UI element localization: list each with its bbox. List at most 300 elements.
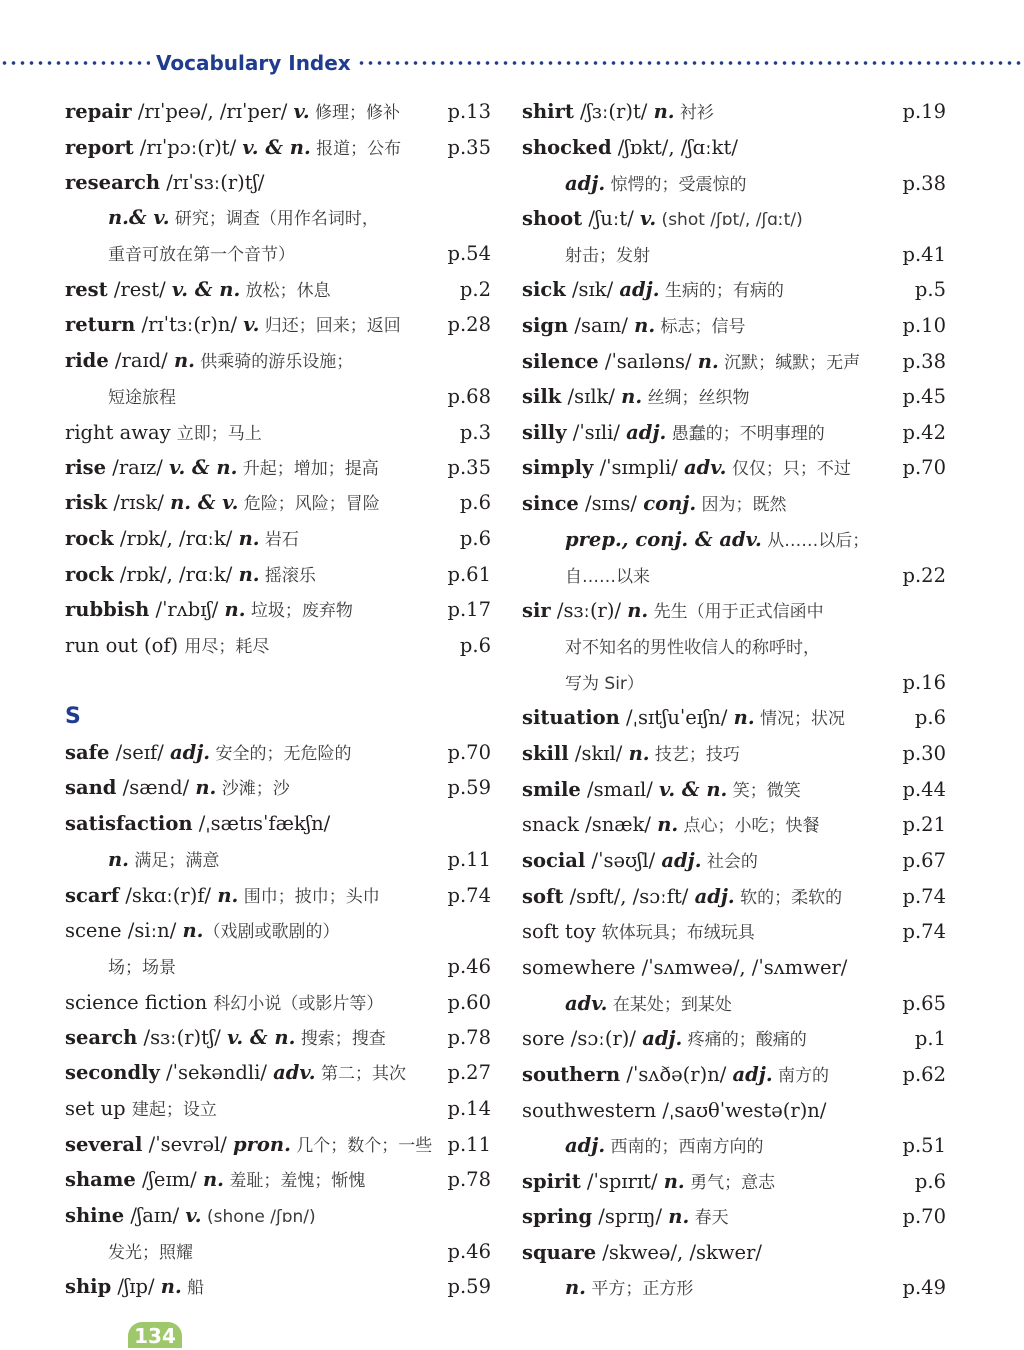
definition: 供乘骑的游乐设施； <box>194 352 354 372</box>
index-entry-line <box>108 239 491 269</box>
phonetic: /raɪz/ <box>106 456 170 479</box>
phonetic: /skɪl/ <box>568 742 629 765</box>
phonetic: /ˈspɪrɪt/ <box>580 1170 664 1193</box>
phonetic: /sɪk/ <box>565 278 620 301</box>
headword: simply <box>522 456 594 479</box>
index-entry-line <box>522 739 946 769</box>
page-ref: p.21 <box>902 813 946 836</box>
index-entry-line <box>65 488 491 518</box>
page-ref: p.41 <box>902 243 946 266</box>
page-ref: p.1 <box>914 1027 946 1050</box>
part-of-speech: adv. <box>565 992 608 1015</box>
page-ref: p.19 <box>902 100 946 123</box>
part-of-speech: n.& v. <box>108 206 170 229</box>
phonetic: /ˈsevrəl/ <box>142 1133 234 1156</box>
headword: ride <box>65 349 109 372</box>
phonetic: /rɒk/, /rɑːk/ <box>113 527 239 550</box>
definition: 升起；增加；提高 <box>237 459 379 479</box>
page-ref: p.6 <box>459 634 491 657</box>
headword: repair <box>65 100 132 123</box>
part-of-speech: n. <box>182 919 204 942</box>
definition: 惊愕的；受震惊的 <box>605 175 747 195</box>
headword: risk <box>65 491 108 514</box>
definition: 摇滚乐 <box>259 566 316 586</box>
index-entry-line <box>522 382 946 412</box>
phonetic: /sprɪŋ/ <box>592 1205 669 1228</box>
page-ref: p.45 <box>902 385 946 408</box>
part-of-speech: n. & v. <box>170 491 239 514</box>
part-of-speech: v. & n. <box>658 778 728 801</box>
page-number-badge: 134 <box>128 1322 182 1348</box>
part-of-speech: n. <box>173 349 195 372</box>
definition: 射击；发射 <box>565 246 650 266</box>
phonetic: /seɪf/ <box>109 741 170 764</box>
phonetic: /ʃɜː(r)t/ <box>573 100 654 123</box>
phonetic: /ˈsaɪləns/ <box>598 350 698 373</box>
phonetic: /rest/ <box>107 278 172 301</box>
definition: 报道；公布 <box>310 139 402 159</box>
page-ref: p.6 <box>459 527 491 550</box>
index-entry-line <box>65 97 491 127</box>
index-entry-line <box>522 489 946 519</box>
part-of-speech: v. & n. <box>169 456 238 479</box>
part-of-speech: v. <box>639 207 657 230</box>
definition: (shone /ʃɒn/) <box>201 1207 316 1227</box>
index-entry-line <box>108 382 491 412</box>
index-entry-line <box>65 168 491 198</box>
index-entry-line <box>65 1023 491 1053</box>
page-ref: p.27 <box>447 1061 491 1084</box>
index-entry-line <box>565 561 946 591</box>
headword: shirt <box>522 100 574 123</box>
phonetic: set up <box>65 1097 132 1120</box>
part-of-speech: adv. <box>684 456 727 479</box>
headword: secondly <box>65 1061 160 1084</box>
index-entry-line <box>522 917 946 947</box>
headword: shoot <box>522 207 583 230</box>
headword: return <box>65 313 136 336</box>
part-of-speech: prep., conj. & adv. <box>565 528 762 551</box>
index-entry-line <box>565 240 946 270</box>
phonetic: /ʃɪp/ <box>111 1275 161 1298</box>
part-of-speech: adj. <box>694 885 735 908</box>
phonetic: /rɪˈtɜː(r)n/ <box>135 313 244 336</box>
part-of-speech: n. <box>628 742 650 765</box>
part-of-speech: adj. <box>732 1063 773 1086</box>
headword: sick <box>522 278 566 301</box>
page-ref: p.59 <box>447 1275 491 1298</box>
headword: soft <box>522 885 564 908</box>
part-of-speech: n. <box>653 100 675 123</box>
definition: 疼痛的；酸痛的 <box>682 1030 807 1050</box>
page-ref: p.70 <box>902 456 946 479</box>
headword: rise <box>65 456 107 479</box>
headword: ship <box>65 1275 112 1298</box>
index-entry-line <box>65 275 491 305</box>
page-ref: p.70 <box>447 741 491 764</box>
headword: shocked <box>522 136 612 159</box>
definition: 情况；状况 <box>754 709 846 729</box>
part-of-speech: adj. <box>565 1134 606 1157</box>
headword: rock <box>65 527 114 550</box>
headword: research <box>65 171 161 194</box>
page-ref: p.35 <box>447 456 491 479</box>
definition: （戏剧或歌剧的） <box>203 922 340 942</box>
page-ref: p.16 <box>902 671 946 694</box>
headword: satisfaction <box>65 812 193 835</box>
definition: 搜索；搜查 <box>295 1029 386 1049</box>
part-of-speech: n. <box>217 884 239 907</box>
page-ref: p.68 <box>447 385 491 408</box>
phonetic: somewhere /ˈsʌmweə/, /ˈsʌmwer/ <box>522 956 848 979</box>
phonetic: soft toy <box>522 920 602 943</box>
phonetic: science fiction <box>65 991 214 1014</box>
definition: 自……以来 <box>565 567 650 587</box>
index-entry-line <box>65 916 491 946</box>
index-entry-line <box>65 1201 491 1231</box>
definition: 羞耻；羞愧；惭愧 <box>223 1171 366 1191</box>
page-ref: p.78 <box>447 1026 491 1049</box>
part-of-speech: n. <box>627 599 649 622</box>
page-ref: p.62 <box>902 1063 946 1086</box>
part-of-speech: v. <box>243 313 260 336</box>
definition: 因为；既然 <box>696 495 787 515</box>
phonetic: /rɪˈpɔː(r)t/ <box>133 136 243 159</box>
page-ref: p.38 <box>902 350 946 373</box>
definition: 修理；修补 <box>309 103 401 123</box>
header-dotted-rule-right <box>357 61 1024 65</box>
phonetic: run out (of) <box>65 634 185 657</box>
phonetic: /ʃaɪn/ <box>124 1204 186 1227</box>
definition: 先生（用于正式信函中 <box>648 602 824 622</box>
headword: square <box>522 1241 597 1264</box>
part-of-speech: v. & n. <box>171 278 241 301</box>
part-of-speech: n. <box>195 776 217 799</box>
page-ref: p.6 <box>914 1170 946 1193</box>
page-ref: p.42 <box>902 421 946 444</box>
page-ref: p.35 <box>447 136 491 159</box>
phonetic: /ʃuːt/ <box>582 207 640 230</box>
index-entry-line <box>522 882 946 912</box>
phonetic: /rɪsk/ <box>107 491 171 514</box>
page-ref: p.78 <box>447 1168 491 1191</box>
index-entry-line <box>65 560 491 590</box>
page-ref: p.46 <box>447 1240 491 1263</box>
page-ref: p.74 <box>902 920 946 943</box>
part-of-speech: adj. <box>626 421 667 444</box>
part-of-speech: adj. <box>642 1027 683 1050</box>
index-entry-line <box>108 1237 491 1267</box>
phonetic: /skɑː(r)f/ <box>119 884 218 907</box>
page-ref: p.13 <box>447 100 491 123</box>
index-entry-line <box>522 347 946 377</box>
headword: shame <box>65 1168 136 1191</box>
index-entry-line <box>522 846 946 876</box>
part-of-speech: n. <box>202 1168 224 1191</box>
index-entry-line <box>65 595 491 625</box>
definition: 围巾；披巾；头巾 <box>238 887 380 907</box>
headword: silly <box>522 421 567 444</box>
index-entry-line <box>522 275 946 305</box>
phonetic: /skweə/, /skwer/ <box>596 1241 762 1264</box>
part-of-speech: adv. <box>273 1061 316 1084</box>
index-entry-line <box>65 310 491 340</box>
index-entry-line <box>522 204 946 234</box>
index-entry-line <box>522 1167 946 1197</box>
headword: silk <box>522 385 562 408</box>
definition: 满足；满意 <box>128 851 220 871</box>
phonetic: /ʃeɪm/ <box>135 1168 203 1191</box>
phonetic: /ˈsəʊʃl/ <box>585 849 662 872</box>
index-entry-line <box>565 525 946 555</box>
index-entry-line <box>522 1096 946 1126</box>
headword: shine <box>65 1204 125 1227</box>
index-entry-line <box>522 1202 946 1232</box>
page-ref: p.74 <box>902 885 946 908</box>
headword: social <box>522 849 586 872</box>
definition: 立即；马上 <box>176 424 262 444</box>
index-entry-line <box>522 311 946 341</box>
part-of-speech: adj. <box>661 849 702 872</box>
definition: 愚蠢的；不明事理的 <box>666 424 825 444</box>
definition: 对不知名的男性收信人的称呼时， <box>565 638 820 658</box>
definition: 放松；休息 <box>240 281 331 301</box>
index-entry-line <box>522 775 946 805</box>
phonetic: /rɪˈpeə/, /rɪˈper/ <box>131 100 294 123</box>
definition: 用尽；耗尽 <box>184 637 270 657</box>
phonetic: /sænd/ <box>116 776 196 799</box>
definition: 研究；调查（用作名词时， <box>169 209 379 229</box>
index-entry-line <box>65 1058 491 1088</box>
phonetic: /sɜː(r)tʃ/ <box>137 1026 228 1049</box>
part-of-speech: adj. <box>565 172 606 195</box>
definition: 安全的；无危险的 <box>210 744 352 764</box>
definition: 技艺；技巧 <box>649 745 740 765</box>
phonetic: /saɪn/ <box>568 314 635 337</box>
index-entry-line <box>65 1130 491 1160</box>
index-entry-line <box>522 453 946 483</box>
page-ref: p.49 <box>902 1276 946 1299</box>
page-ref: p.59 <box>447 776 491 799</box>
index-entry-line <box>65 346 491 376</box>
index-entry-line <box>108 952 491 982</box>
definition: 勇气；意志 <box>684 1173 776 1193</box>
header-dotted-rule-left <box>0 61 150 65</box>
definition: 场；场景 <box>108 958 176 978</box>
definition: 平方；正方形 <box>585 1279 694 1299</box>
headword: southern <box>522 1063 621 1086</box>
headword: spring <box>522 1205 593 1228</box>
phonetic: right away <box>65 421 177 444</box>
page-ref: p.44 <box>902 778 946 801</box>
definition: 丝绸；丝织物 <box>642 388 750 408</box>
phonetic: snack /snæk/ <box>522 813 658 836</box>
part-of-speech: n. <box>697 350 719 373</box>
index-entry-line <box>108 203 491 233</box>
definition: 岩石 <box>259 530 299 550</box>
page-ref: p.17 <box>447 598 491 621</box>
phonetic: /sɪns/ <box>578 492 644 515</box>
index-entry-line <box>65 418 491 448</box>
definition: 在某处；到某处 <box>607 995 732 1015</box>
headword: silence <box>522 350 599 373</box>
part-of-speech: n. <box>634 314 656 337</box>
index-entry-line <box>65 631 491 661</box>
phonetic: /ˈsɪmpli/ <box>593 456 684 479</box>
phonetic: /sɪlk/ <box>561 385 622 408</box>
part-of-speech: adj. <box>619 278 660 301</box>
phonetic: /ˈsekəndli/ <box>159 1061 274 1084</box>
definition: 生病的；有病的 <box>659 281 784 301</box>
definition: 软的；柔软的 <box>734 888 843 908</box>
index-entry-line <box>565 668 946 698</box>
index-entry-line <box>522 97 946 127</box>
phonetic: /raɪd/ <box>108 349 174 372</box>
headword: rubbish <box>65 598 150 621</box>
phonetic: /rɒk/, /rɑːk/ <box>113 563 239 586</box>
definition: 春天 <box>689 1208 729 1228</box>
index-entry-line <box>522 1060 946 1090</box>
part-of-speech: n. <box>565 1276 586 1299</box>
headword: safe <box>65 741 110 764</box>
index-entry-line <box>565 1273 946 1303</box>
phonetic: /sɒft/, /sɔːft/ <box>563 885 695 908</box>
headword: sand <box>65 776 117 799</box>
index-entry-line <box>65 1165 491 1195</box>
phonetic: /ˌsætɪsˈfækʃn/ <box>192 812 331 835</box>
headword: spirit <box>522 1170 581 1193</box>
headword: skill <box>522 742 569 765</box>
part-of-speech: n. <box>238 527 260 550</box>
headword: since <box>522 492 579 515</box>
index-entry-line <box>65 773 491 803</box>
page-ref: p.6 <box>914 706 946 729</box>
index-entry-line <box>108 845 491 875</box>
page-ref: p.70 <box>902 1205 946 1228</box>
definition: 重音可放在第一个音节） <box>108 245 295 265</box>
headword: smile <box>522 778 581 801</box>
definition: 标志；信号 <box>655 317 746 337</box>
definition: 社会的 <box>701 852 758 872</box>
definition: 第二；其次 <box>315 1064 406 1084</box>
definition: 沉默；缄默；无声 <box>718 353 861 373</box>
page-ref: p.30 <box>902 742 946 765</box>
page-ref: p.61 <box>447 563 491 586</box>
phonetic: scene /siːn/ <box>65 919 183 942</box>
index-entry-line <box>65 988 491 1018</box>
definition: 点心；小吃；快餐 <box>678 816 820 836</box>
index-entry-line <box>522 1238 946 1268</box>
index-entry-line <box>65 881 491 911</box>
index-entry-line <box>565 169 946 199</box>
definition: 危险；风险；冒险 <box>238 494 380 514</box>
page-ref: p.38 <box>902 172 946 195</box>
index-entry-line <box>522 703 946 733</box>
definition: 短途旅程 <box>108 388 176 408</box>
headword: scarf <box>65 884 120 907</box>
phonetic: sore /sɔː(r)/ <box>522 1027 643 1050</box>
index-entry-line <box>565 989 946 1019</box>
page-ref: p.3 <box>459 421 491 444</box>
headword: situation <box>522 706 620 729</box>
definition: 沙滩；沙 <box>216 779 290 799</box>
index-entry-line <box>522 810 946 840</box>
index-entry-line <box>65 133 491 163</box>
part-of-speech: v. & n. <box>227 1026 296 1049</box>
page-ref: p.22 <box>902 564 946 587</box>
definition: 几个；数个；一些 <box>290 1136 433 1156</box>
definition: 笑；微笑 <box>727 781 801 801</box>
part-of-speech: v. <box>293 100 310 123</box>
part-of-speech: conj. <box>643 492 697 515</box>
phonetic: /ˈsɪli/ <box>566 421 627 444</box>
index-entry-line <box>565 632 946 662</box>
definition: (shot /ʃɒt/, /ʃɑːt/) <box>656 210 803 230</box>
page-ref: p.60 <box>447 991 491 1014</box>
headword: sir <box>522 599 551 622</box>
page-ref: p.11 <box>447 848 491 871</box>
headword: rock <box>65 563 114 586</box>
index-entry-line <box>65 1272 491 1302</box>
headword: report <box>65 136 134 159</box>
definition: 西南的；西南方向的 <box>605 1137 764 1157</box>
index-entry-line <box>522 953 946 983</box>
index-entry-line <box>522 596 946 626</box>
part-of-speech: v. & n. <box>242 136 311 159</box>
phonetic: /ˈsʌðə(r)n/ <box>620 1063 733 1086</box>
part-of-speech: n. <box>108 848 129 871</box>
page-ref: p.10 <box>902 314 946 337</box>
phonetic: /ˈrʌbɪʃ/ <box>149 598 225 621</box>
phonetic: /sɜː(r)/ <box>550 599 628 622</box>
index-entry-line <box>65 738 491 768</box>
index-entry-line <box>65 524 491 554</box>
part-of-speech: n. <box>663 1170 685 1193</box>
index-entry-line <box>65 1094 491 1124</box>
phonetic: /ʃɒkt/, /ʃɑːkt/ <box>611 136 738 159</box>
index-entry-line <box>522 133 946 163</box>
headword: rest <box>65 278 108 301</box>
index-entry-line <box>65 453 491 483</box>
page-ref: p.6 <box>459 491 491 514</box>
part-of-speech: n. <box>621 385 643 408</box>
definition: 船 <box>181 1278 205 1298</box>
phonetic: /smaɪl/ <box>580 778 659 801</box>
page-ref: p.65 <box>902 992 946 1015</box>
definition: 南方的 <box>772 1066 830 1086</box>
index-entry-line <box>522 1024 946 1054</box>
headword: several <box>65 1133 143 1156</box>
part-of-speech: adj. <box>169 741 211 764</box>
definition: 从……以后； <box>761 531 870 551</box>
definition: 归还；回来；返回 <box>259 316 401 336</box>
page-ref: p.54 <box>447 242 491 265</box>
letter-heading-s: S <box>65 704 81 729</box>
definition: 软体玩具；布绒玩具 <box>601 923 755 943</box>
headword: sign <box>522 314 569 337</box>
index-entry-line <box>522 418 946 448</box>
page-ref: p.46 <box>447 955 491 978</box>
page-ref: p.67 <box>902 849 946 872</box>
part-of-speech: n. <box>733 706 755 729</box>
part-of-speech: n. <box>238 563 260 586</box>
part-of-speech: pron. <box>233 1133 291 1156</box>
definition: 衬衫 <box>674 103 714 123</box>
phonetic: /rɪˈsɜː(r)tʃ/ <box>160 171 265 194</box>
phonetic: /ˌsɪtʃuˈeɪʃn/ <box>619 706 734 729</box>
page-ref: p.2 <box>459 278 491 301</box>
part-of-speech: n. <box>668 1205 690 1228</box>
